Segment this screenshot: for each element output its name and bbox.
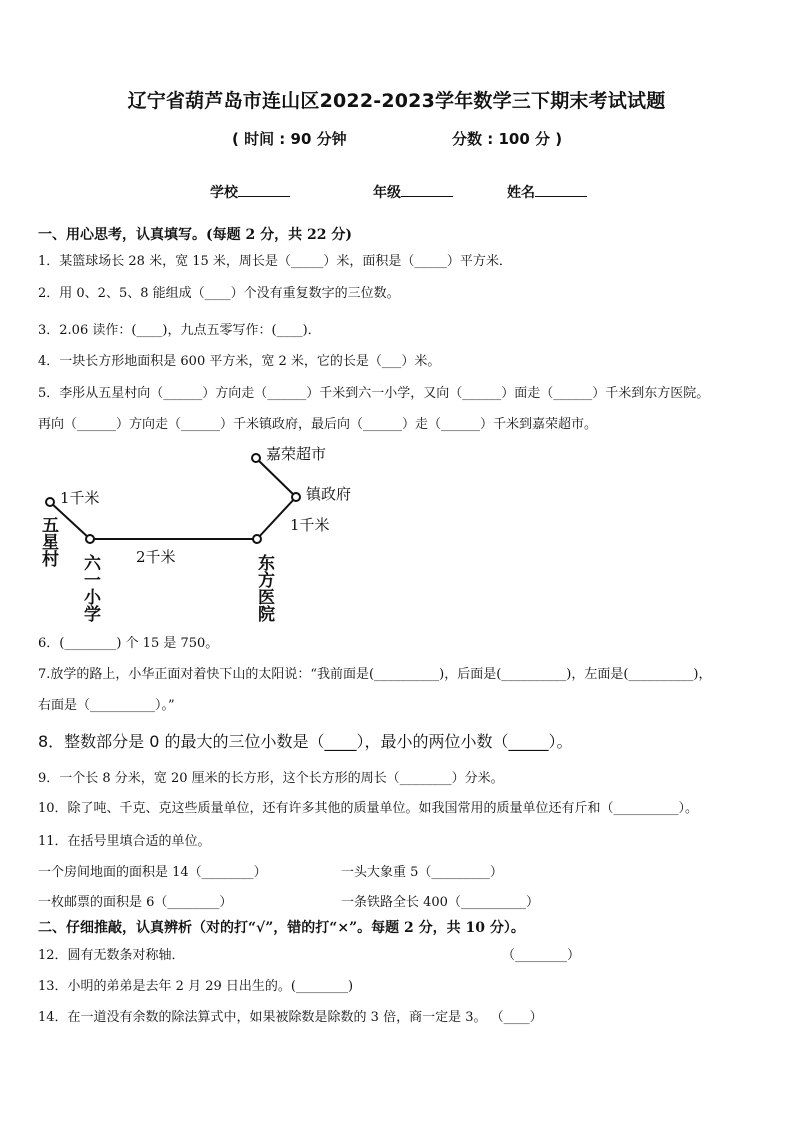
question-9[interactable]: 9．一个长 8 分米，宽 20 厘米的长方形，这个长方形的周长（________）分米。 [38, 771, 504, 786]
label-jiarong: 嘉荣超市 [266, 445, 327, 463]
node-zhenzhengfu [292, 493, 300, 501]
grade-blank[interactable] [401, 182, 453, 197]
question-11-d[interactable]: 一条铁路全长 400（__________） [341, 895, 539, 910]
section1-heading: 一、用心思考，认真填写。(每题 2 分，共 22 分) [38, 227, 352, 243]
question-3[interactable]: 3．2.06 读作：(____)，九点五零写作：(____)． [38, 323, 321, 338]
label-wuxingcun: 五星村 [38, 516, 58, 567]
question-11: 11．在括号里填合适的单位。 [38, 834, 211, 849]
exam-time: ( 时间 : 90 分钟 [232, 130, 347, 148]
route-segment-zhen-jiarong [256, 458, 296, 497]
question-6[interactable]: 6．(________) 个 15 是 750。 [38, 636, 219, 651]
question-14[interactable]: 14．在一道没有余数的除法算式中，如果被除数是除数的 3 倍，商一定是 3。 （____） [38, 1010, 543, 1025]
question-7-line1[interactable]: 7.放学的路上，小华正面对着快下山的太阳说：“我前面是(__________)，后面是(__________)，左面是(__________)， [38, 667, 712, 682]
question-5-line2[interactable]: 再向（______）方向走（______）千米镇政府，最后向（______）走（______）千米到嘉荣超市。 [38, 417, 598, 432]
question-2[interactable]: 2．用 0、2、5、8 能组成（____）个没有重复数字的三位数。 [38, 286, 400, 301]
section2-heading: 二、仔细推敲，认真辨析（对的打“√”，错的打“×”。每题 2 分，共 10 分）。 [38, 920, 525, 936]
name-field[interactable] [507, 182, 587, 202]
question-8[interactable]: 8．整数部分是 0 的最大的三位小数是（____），最小的两位小数（_____）。 [38, 732, 573, 751]
label-dist-1: 1千米 [60, 489, 100, 507]
label-dist-2: 2千米 [136, 548, 176, 566]
question-12-blank[interactable]: （________） [502, 948, 581, 963]
school-label: 学校 [210, 185, 238, 201]
grade-field[interactable] [373, 182, 453, 202]
question-4[interactable]: 4．一块长方形地面积是 600 平方米，宽 2 米，它的长是（___）米。 [38, 354, 441, 369]
node-liuyi [86, 535, 94, 543]
label-dist-3: 1千米 [290, 516, 330, 534]
node-dongfang [253, 535, 261, 543]
route-map-diagram [36, 442, 366, 624]
name-blank[interactable] [535, 182, 587, 197]
school-blank[interactable] [238, 182, 290, 197]
question-10[interactable]: 10．除了吨、千克、克这些质量单位，还有许多其他的质量单位。如我国常用的质量单位还有斤和（__________）。 [38, 801, 699, 816]
question-12: 12．圆有无数条对称轴． [38, 948, 185, 963]
school-field[interactable] [210, 182, 290, 202]
question-11-c[interactable]: 一枚邮票的面积是 6（________） [38, 895, 233, 910]
grade-label: 年级 [373, 185, 401, 201]
question-1[interactable]: 1．某篮球场长 28 米，宽 15 米，周长是（_____）米，面积是（_____）平方米． [38, 254, 512, 269]
question-11-a[interactable]: 一个房间地面的面积是 14（________） [38, 865, 267, 880]
question-5-line1[interactable]: 5．李彤从五星村向（______）方向走（______）千米到六一小学，又向（______）面走（______）千米到东方医院。 [38, 386, 710, 401]
exam-score: 分数 : 100 分 ) [452, 130, 563, 148]
label-liuyi: 六一小学 [80, 554, 100, 622]
page-title: 辽宁省葫芦岛市连山区2022-2023学年数学三下期末考试试题 [127, 90, 666, 112]
node-jiarong [252, 454, 260, 462]
question-13[interactable]: 13．小明的弟弟是去年 2 月 29 日出生的。(________) [38, 979, 354, 994]
question-11-b[interactable]: 一头大象重 5（_________） [341, 865, 503, 880]
label-zhenzhengfu: 镇政府 [306, 485, 352, 503]
question-7-line2[interactable]: 右面是（__________）。” [38, 698, 175, 713]
node-wuxingcun [46, 498, 54, 506]
name-label: 姓名 [507, 185, 535, 201]
label-dongfang: 东方医院 [254, 554, 274, 622]
